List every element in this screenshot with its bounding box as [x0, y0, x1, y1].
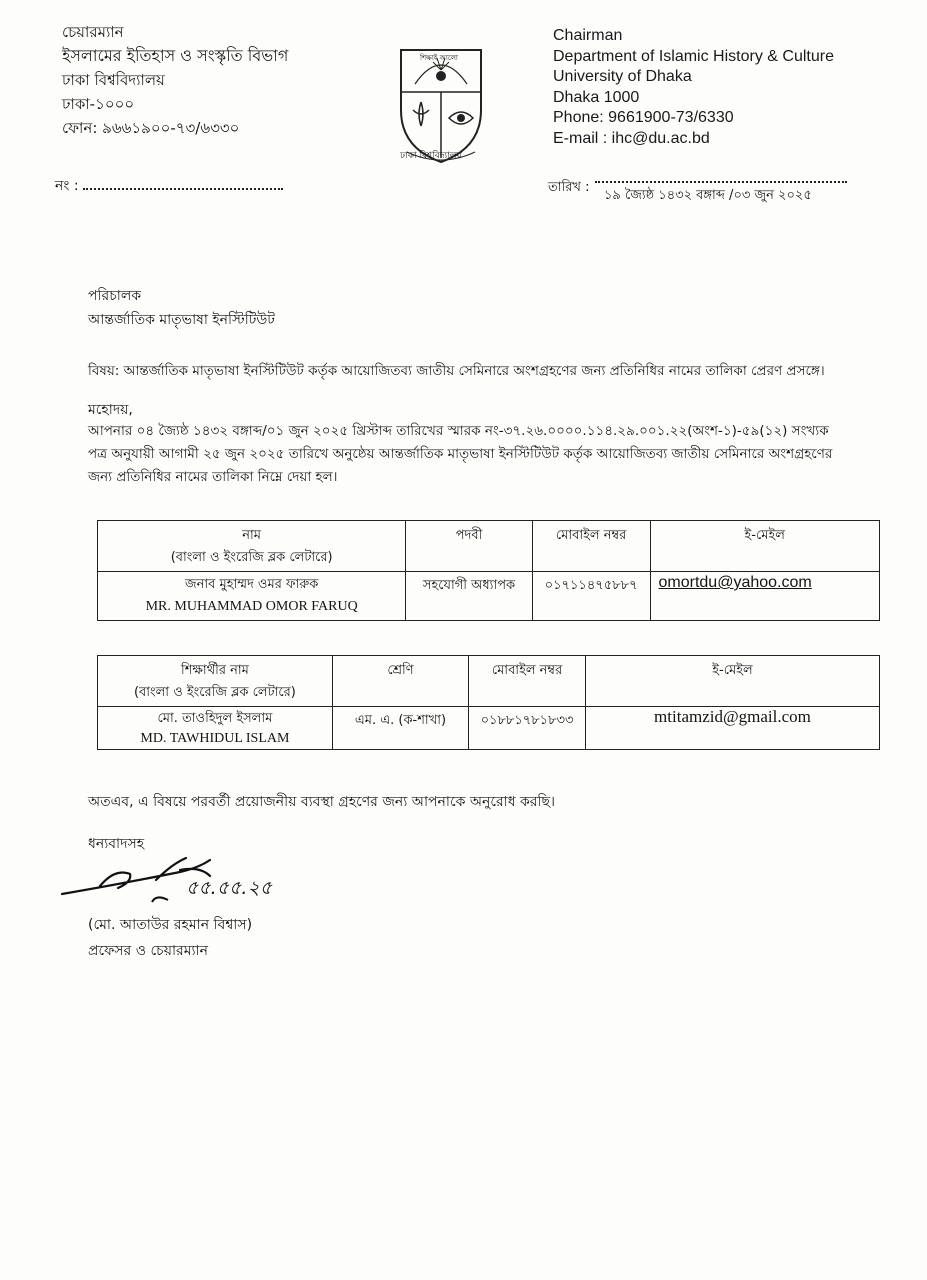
header-email: ই-মেইল: [650, 521, 880, 572]
letterhead-title-en: Chairman: [553, 27, 623, 44]
emblem-motto: শিক্ষাই আলো: [420, 54, 458, 62]
cell-student-name: [98, 707, 333, 750]
recipient-title: পরিচালক: [88, 288, 142, 304]
signature-icon: [60, 850, 320, 910]
representative-table: [97, 520, 880, 621]
signature-date: ৫৫.৫৫.২৫: [186, 877, 273, 899]
header-class: শ্রেণি: [332, 656, 468, 707]
name-english: MR. MUHAMMAD OMOR FARUQ: [145, 599, 358, 614]
letterhead-title-bn: চেয়ারম্যান: [62, 23, 124, 41]
letterhead-department-en: Department of Islamic History & Culture: [553, 47, 834, 65]
cell-class: এম. এ. (ক-শাখা): [332, 707, 468, 750]
header-designation: পদবী: [406, 521, 532, 572]
header-email: ই-মেইল: [585, 656, 879, 707]
header-mobile: মোবাইল নম্বর: [469, 656, 586, 707]
letterhead-phone-bn: ফোন: ৯৬৬১৯০০-৭৩/৬৩৩০: [62, 119, 240, 137]
memo-dotted-line: [83, 180, 283, 190]
cell-mobile: ০১৮৮১৭৮১৮৩৩: [469, 707, 586, 750]
cell-designation: সহযোগী অধ্যাপক: [406, 572, 532, 621]
date-row: [548, 178, 847, 203]
student-name-english: MD. TAWHIDUL ISLAM: [140, 731, 290, 746]
student-table: [97, 655, 880, 750]
signer-title: প্রফেসর ও চেয়ারম্যান: [88, 943, 208, 959]
signer-block: [88, 912, 252, 964]
header-name: [98, 521, 406, 572]
header-student-name-line2: (বাংলা ও ইংরেজি ব্লক লেটারে): [133, 685, 296, 700]
letter-body: [88, 420, 863, 489]
letterhead-department-bn: ইসলামের ইতিহাস ও সংস্কৃতি বিভাগ: [62, 46, 289, 65]
salutation: মহোদয়,: [88, 402, 133, 418]
letterhead-city-bn: ঢাকা-১০০০: [62, 95, 135, 113]
letterhead-email-en: E-mail : ihc@du.ac.bd: [553, 129, 710, 147]
header-name-line1: নাম: [242, 528, 262, 543]
table-row: [98, 707, 880, 750]
recipient-institute: আন্তর্জাতিক মাতৃভাষা ইনস্টিটিউট: [88, 312, 275, 328]
header-student-name-line1: শিক্ষার্থীর নাম: [180, 663, 249, 678]
body-line-1: আপনার ০৪ জ্যৈষ্ঠ ১৪৩২ বঙ্গাব্দ/০১ জুন ২০২৫ খ্রিস্টাব্দ তারিখের স্মারক নং-৩৭.২৬.০০০০.১১৪.২৯.০০১.২২(অংশ-১)-৫৯(১২) সংখ্যক: [88, 423, 829, 439]
letterhead-university-en: University of Dhaka: [553, 68, 692, 85]
name-bangla: জনাব মুহাম্মদ ওমর ফারুক: [184, 577, 319, 592]
letterhead-english: [553, 26, 834, 149]
date-value: ১৯ জ্যৈষ্ঠ ১৪৩২ বঙ্গাব্দ /০৩ জুন ২০২৫: [604, 188, 812, 203]
header-student-name: [98, 656, 333, 707]
table-header-row: [98, 521, 880, 572]
cell-email: [585, 707, 879, 750]
thanks-line: ধন্যবাদসহ: [88, 836, 145, 852]
letterhead-bangla: [62, 20, 288, 140]
table-header-row: [98, 656, 880, 707]
cell-email: [650, 572, 880, 621]
date-dotted-line: [595, 181, 847, 183]
memo-label: নং :: [55, 178, 79, 194]
body-line-3: জন্য প্রতিনিধির নামের তালিকা নিম্নে দেয়া হল।: [88, 469, 338, 485]
email-value: omortdu@yahoo.com: [658, 574, 812, 591]
date-label: তারিখ :: [548, 180, 590, 195]
table-row: [98, 572, 880, 621]
body-line-2: পত্র অনুযায়ী আগামী ২৫ জুন ২০২৫ তারিখে অনুষ্ঠেয় আন্তর্জাতিক মাতৃভাষা ইনস্টিটিউট কর্তৃক আয়োজিতব্য জাতীয় সেমিনারে অংশগ্রহণের: [88, 446, 833, 462]
header-mobile: মোবাইল নম্বর: [532, 521, 650, 572]
signer-name: (মো. আতাউর রহমান বিশ্বাস): [88, 917, 253, 933]
letterhead-phone-en: Phone: 9661900-73/6330: [553, 109, 734, 126]
cell-mobile: ০১৭১১৪৭৫৮৮৭: [532, 572, 650, 621]
student-name-bangla: মো. তাওহিদুল ইসলাম: [157, 711, 273, 726]
memo-number: [55, 174, 283, 198]
recipient-address: [88, 284, 275, 332]
email-value: mtitamzid@gmail.com: [654, 707, 811, 726]
cell-name: [98, 572, 406, 621]
emblem-caption: ঢাকা বিশ্ববিদ্যালয়: [400, 151, 462, 161]
letterhead-city-en: Dhaka 1000: [553, 88, 640, 106]
subject-line: বিষয়: আন্তর্জাতিক মাতৃভাষা ইনস্টিটিউট কর্তৃক আয়োজিতব্য জাতীয় সেমিনারে অংশগ্রহণের জন্য প্রতিনিধির নামের তালিকা প্রেরণ প্রসঙ্গে।: [88, 363, 825, 379]
header-name-line2: (বাংলা ও ইংরেজি ব্লক লেটারে): [170, 550, 333, 565]
closing-request: অতএব, এ বিষয়ে পরবর্তী প্রয়োজনীয় ব্যবস্থা গ্রহণের জন্য আপনাকে অনুরোধ করছি।: [88, 794, 556, 810]
letterhead-university-bn: ঢাকা বিশ্ববিদ্যালয়: [62, 71, 165, 89]
